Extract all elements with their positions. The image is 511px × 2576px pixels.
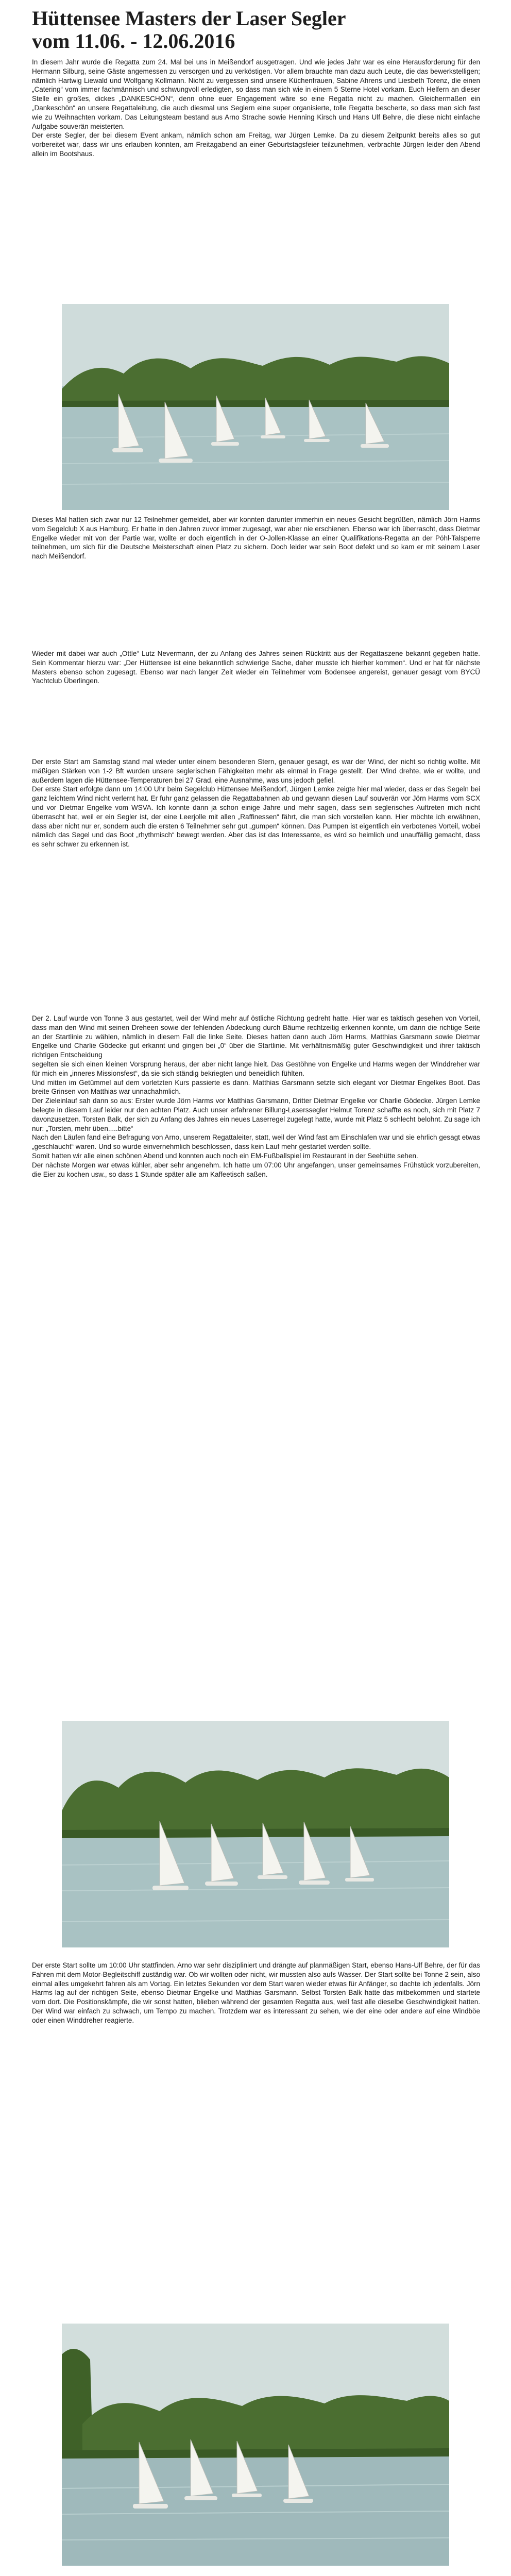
regatta-photo <box>62 2324 449 2566</box>
lake-sailing-photo-3 <box>62 2324 449 2566</box>
section-two <box>32 649 480 686</box>
regatta-photo <box>62 304 449 510</box>
lake-sailing-photo-2 <box>62 1721 449 1947</box>
title-line-1: Hüttensee Masters der Laser Segler <box>32 7 346 30</box>
section-paragraph: Der erste Start sollte um 10:00 Uhr stattfinden. Arno war sehr diszipliniert und drängte auf planmäßigen Start, ebenso Hans-Ulf Behre, der für das Fahren mit dem Motor-Begleitschiff zuständig war. Ob wir wollten oder nicht, wir mussten also aufs Wasser. Der Start sollte bei Tonne 2 sein, also einmal alles umgekehrt fahren als am Vortag. Ein letztes Sekunden vor dem Start waren wieder etwas für Anfänger, so dachte ich jedenfalls. Jörn Harms lag auf der richtigen Seite, ebenso Dietmar Engelke und Matthias Garsmann. Selbst Torsten Balk hatte das mitbekommen und startete vorn dort. Die Positionskämpfe, die wir sonst hatten, blieben während der gesamten Regatta aus, weil fast alle dieselbe Geschwindigkeit hatten. Der Wind war einfach zu schwach, um Tempo zu machen. Trotzdem war es interessant zu sehen, wie der eine oder andere auf eine Windböe oder einen Winddreher reagierte. <box>32 1961 480 2024</box>
section-paragraph: Dieses Mal hatten sich zwar nur 12 Teilnehmer gemeldet, aber wir konnten darunter immerhin ein neues Gesicht begrüßen, nämlich Jörn Harms vom Segelclub X aus Hamburg. Er hatte in den Jahren zuvor immer zugesagt, war aber nie erschienen. Ebenso war ich überrascht, dass Dietmar Engelke wieder mit von der Partie war, wollte er doch eigentlich in der O-Jollen-Klasse an einer Qualifikations-Regatta an der Pöhl-Talsperre teilnehmen, um sich für die Deutsche Meisterschaft einen Platz zu sichern. Doch leider war sein Boot defekt und so kam er mit seinem Laser nach Meißendorf. <box>32 516 480 561</box>
title-line-2: vom 11.06. - 12.06.2016 <box>32 29 235 53</box>
section-paragraph: Der erste Start erfolgte dann um 14:00 Uhr beim Segelclub Hüttensee Meißendorf, Jürgen Lemke zeigte hier mal wieder, dass er das Segeln bei ganz leichtem Wind nicht verlernt hat. Er fuhr ganz gelassen die Regattabahnen ab und gewann diesen Lauf souverän vor Jörn Harms vom SCX und vor Dietmar Engelke vom WSVA. Ich konnte dann ja schon einige Jahre und mehr sagen, dass sein seglerisches Auftreten mich nicht überrascht hat, weil er ein Segler ist, der eine Leerjolle mit allen „Raffinessen“ fährt, die man sich vorstellen kann. Hier möchte ich erwähnen, dass aber nicht nur er, sondern auch die ersten 6 Teilnehmer sehr gut „gumpen“ können. Das Pumpen ist eigentlich ein verbotenes Vorteil, wobei nämlich das Segel und das Boot „rhythmisch“ bewegt werden. Aber das ist das Interessante, es wird so heimlich und unauffällig gemacht, dass es sehr schwer zu erkennen ist. <box>32 785 480 849</box>
section-three <box>32 757 480 849</box>
section-one <box>32 515 480 561</box>
intro-paragraph: In diesem Jahr wurde die Regatta zum 24. Mal bei uns in Meißendorf ausgetragen. Und wie jedes Jahr war es eine Herausforderung für den Hermann Silburg, seine Gäste angemessen zu versorgen und zu verköstigen. Vor allem brauchte man dazu auch Leute, die das bewerkstelligen; nämlich Hartwig Liewald und Wolfgang Kollmann. Nicht zu vergessen sind unsere Küchenfrauen, Sabine Ahrens und Liesbeth Torenz, die einen „Catering“ vom immer fachmännisch und schwungvoll erledigten, so dass man sich wie in einem 5 Sterne Hotel vorkam. Euch Helfern an dieser Stelle ein großes, dickes „DANKESCHÖN“, denn ohne euer Engagement wäre so eine Regatta nicht zu machen. Gleichermaßen ein „Dankeschön“ an unsere Regattaleitung, die auch diesmal uns Seglern eine super organisierte, tolle Regatta bescherte, so dass man sich fast wie zu Weihnachten vorkam. Das Leitungsteam bestand aus Arno Strache sowie Henning Kirsch und Hans Ulf Behre, die diese nicht einfache Aufgabe souverän meisterten. <box>32 58 480 130</box>
section-paragraph: segelten sie sich einen kleinen Vorsprung heraus, der aber nicht lange hielt. Das Gestöhne von Engelke und Harms wegen der Winddreher war für mich ein „inneres Missionsfest“, da sie sich ständig bekriegten und beneidlich fühlten. <box>32 1060 480 1077</box>
section-paragraph: Und mitten im Getümmel auf dem vorletzten Kurs passierte es dann. Matthias Garsmann setzte sich elegant vor Dietmar Engelkes Boot. Das breite Grinsen von Matthias war unnachahmlich. <box>32 1078 480 1096</box>
lake-sailing-photo-1 <box>62 304 449 510</box>
intro-paragraph: Der erste Segler, der bei diesem Event ankam, nämlich schon am Freitag, war Jürgen Lemke. Da zu diesem Zeitpunkt bereits alles so gut vorbereitet war, dass wir uns erlauben konnten, am Freitagabend an einer Geburtstagsfeier teilzunehmen, verbrachte Jürgen leider den Abend allein im Bootshaus. <box>32 131 480 158</box>
section-paragraph: Der 2. Lauf wurde von Tonne 3 aus gestartet, weil der Wind mehr auf östliche Richtung gedreht hatte. Hier war es taktisch gesehen von Vorteil, dass man den Wind mit seinen Dreheen sowie der fehlenden Abdeckung durch Bäume rechtzeitig erkennen konnte, um dann die richtige Seite an der Startlinie zu wählen, nämlich in diesem Fall die linke Seite. Dieses hatten dann auch Jörn Harms, Matthias Garsmann sowie Dietmar Engelke und Charlie Gödecke gut erkannt und gingen bei „0“ über die Startlinie. Mit verhältnismäßig guter Geschwindigkeit und ihrer taktisch richtigen Entscheidung <box>32 1014 480 1059</box>
section-four <box>32 1014 480 1179</box>
section-paragraph: Nach den Läufen fand eine Befragung von Arno, unserem Regattaleiter, statt, weil der Wind fast am Einschlafen war und sie ehrlich gesagt etwas „geschlaucht“ waren. Und so wurde einvernehmlich beschlossen, dass kein Lauf mehr gestartet werden sollte. <box>32 1133 480 1151</box>
section-five <box>32 1961 480 2025</box>
intro-section <box>32 58 480 159</box>
section-paragraph: Der erste Start am Samstag stand mal wieder unter einem besonderen Stern, genauer gesagt, es war der Wind, der nicht so richtig wollte. Mit mäßigen Stärken von 1-2 Bft wurden unsere seglerischen Fähigkeiten mehr als einmal in Frage gestellt. Der Wind drehte, wie er wollte, und außerdem lagen die Hüttensee-Temperaturen bei 27 Grad, eine Ausnahme, was uns jedoch gefiel. <box>32 758 480 784</box>
section-paragraph: Wieder mit dabei war auch „Ottle“ Lutz Nevermann, der zu Anfang des Jahres seinen Rücktritt aus der Regattaszene bekannt gegeben hatte. Sein Kommentar hierzu war: „Der Hüttensee ist eine bekanntlich schwierige Sache, daher musste ich hierher kommen“. Und er hat für nächste Masters ebenso schon zugesagt. Ebenso war nach langer Zeit wieder ein Teilnehmer vom Bodensee angereist, genauer gesagt vom BYCÜ Yachtclub Überlingen. <box>32 650 480 685</box>
article-title <box>32 7 480 53</box>
regatta-photo <box>62 1721 449 1947</box>
section-paragraph: Somit hatten wir alle einen schönen Abend und konnten auch noch ein EM-Fußballspiel im Restaurant in der Seehütte sehen. <box>32 1151 418 1160</box>
section-paragraph: Der Zieleinlauf sah dann so aus: Erster wurde Jörn Harms vor Matthias Garsmann, Dritter Dietmar Engelke vor Charlie Gödecke. Jürgen Lemke belegte in diesem Lauf leider nur den achten Platz. Auch unser erfahrener Billung-Laserssegler Helmut Torenz schaffte es noch, sich mit Platz 7 davonzusetzen. Torsten Balk, der sich zu Anfang des Jahres ein neues Laserregel zugelegt hatte, wurde mit Platz 5 schlecht belohnt. Zu sage ich nur: „Torsten, mehr üben.....bitte“ <box>32 1097 480 1132</box>
section-paragraph: Der nächste Morgen war etwas kühler, aber sehr angenehm. Ich hatte um 07:00 Uhr angefangen, unser gemeinsames Frühstück vorzubereiten, die Eier zu kochen usw., so dass 1 Stunde später alle am Kaffeetisch saßen. <box>32 1161 480 1178</box>
